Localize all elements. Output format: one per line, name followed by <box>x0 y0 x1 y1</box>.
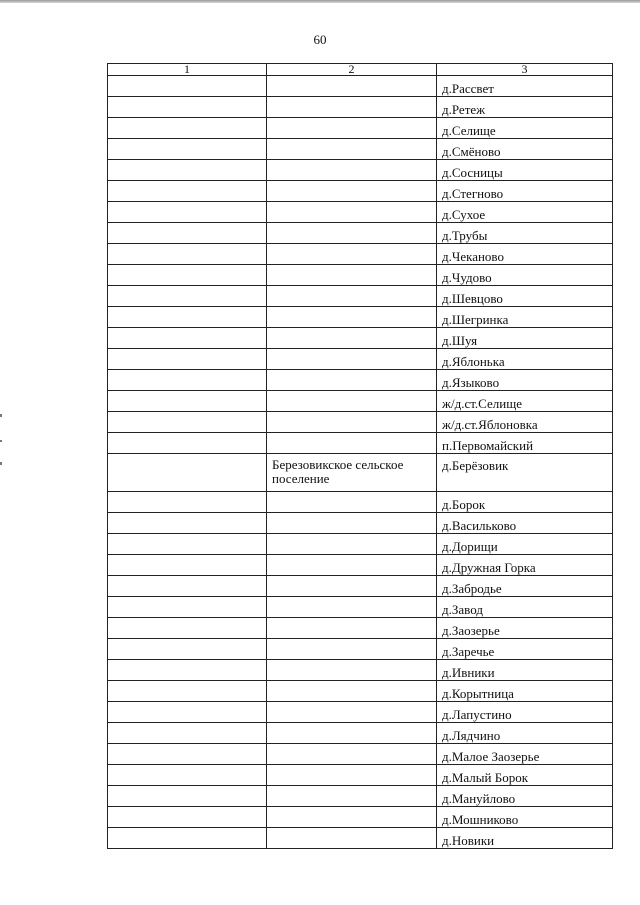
cell-municipality <box>267 223 437 244</box>
table-header-row <box>108 64 613 76</box>
cell-column-1 <box>108 223 267 244</box>
table-row <box>108 349 613 370</box>
cell-municipality <box>267 118 437 139</box>
cell-column-1 <box>108 765 267 786</box>
table-row <box>108 412 613 433</box>
cell-column-1 <box>108 433 267 454</box>
cell-municipality <box>267 765 437 786</box>
table-row <box>108 618 613 639</box>
cell-column-1 <box>108 97 267 118</box>
cell-column-1 <box>108 244 267 265</box>
cell-column-1 <box>108 307 267 328</box>
cell-settlement: д.Шуя <box>437 328 613 349</box>
cell-municipality <box>267 555 437 576</box>
table-row <box>108 391 613 412</box>
cell-column-1 <box>108 576 267 597</box>
cell-settlement: д.Заречье <box>437 639 613 660</box>
cell-settlement: д.Сосницы <box>437 160 613 181</box>
cell-column-1 <box>108 723 267 744</box>
cell-column-1 <box>108 202 267 223</box>
cell-municipality <box>267 597 437 618</box>
cell-municipality <box>267 244 437 265</box>
cell-settlement: д.Дружная Горка <box>437 555 613 576</box>
table-row <box>108 223 613 244</box>
cell-column-1 <box>108 681 267 702</box>
table-row <box>108 118 613 139</box>
column-header-1: 1 <box>108 64 267 76</box>
scan-top-edge <box>0 0 640 3</box>
cell-municipality <box>267 76 437 97</box>
column-header-2: 2 <box>267 64 437 76</box>
table-row <box>108 807 613 828</box>
cell-column-1 <box>108 597 267 618</box>
cell-settlement: д.Васильково <box>437 513 613 534</box>
cell-column-1 <box>108 139 267 160</box>
cell-settlement: д.Рассвет <box>437 76 613 97</box>
cell-settlement: д.Малый Борок <box>437 765 613 786</box>
cell-column-1 <box>108 412 267 433</box>
cell-settlement: д.Мануйлово <box>437 786 613 807</box>
table-row <box>108 160 613 181</box>
cell-municipality <box>267 286 437 307</box>
cell-settlement: п.Первомайский <box>437 433 613 454</box>
cell-municipality <box>267 828 437 849</box>
table-row <box>108 202 613 223</box>
cell-municipality <box>267 492 437 513</box>
cell-column-1 <box>108 265 267 286</box>
cell-municipality <box>267 744 437 765</box>
cell-municipality <box>267 513 437 534</box>
cell-column-1 <box>108 744 267 765</box>
table-row <box>108 139 613 160</box>
cell-municipality <box>267 723 437 744</box>
table-row <box>108 702 613 723</box>
cell-column-1 <box>108 660 267 681</box>
cell-column-1 <box>108 513 267 534</box>
column-header-3: 3 <box>437 64 613 76</box>
scan-margin-marks <box>0 400 3 480</box>
cell-municipality <box>267 307 437 328</box>
table-row <box>108 328 613 349</box>
cell-column-1 <box>108 618 267 639</box>
table-row <box>108 534 613 555</box>
cell-column-1 <box>108 534 267 555</box>
cell-municipality <box>267 139 437 160</box>
cell-municipality <box>267 618 437 639</box>
cell-settlement: д.Ретеж <box>437 97 613 118</box>
cell-settlement: ж/д.ст.Яблоновка <box>437 412 613 433</box>
table-row <box>108 76 613 97</box>
cell-column-1 <box>108 786 267 807</box>
table-row <box>108 97 613 118</box>
cell-column-1 <box>108 492 267 513</box>
table-row <box>108 181 613 202</box>
table-row <box>108 370 613 391</box>
table-row <box>108 286 613 307</box>
cell-settlement: д.Селище <box>437 118 613 139</box>
cell-settlement: д.Мошниково <box>437 807 613 828</box>
table-row <box>108 555 613 576</box>
cell-municipality <box>267 702 437 723</box>
table-row <box>108 265 613 286</box>
cell-settlement: д.Чеканово <box>437 244 613 265</box>
cell-municipality <box>267 412 437 433</box>
table-row <box>108 492 613 513</box>
table-row <box>108 639 613 660</box>
table-row <box>108 786 613 807</box>
cell-column-1 <box>108 454 267 492</box>
cell-settlement: д.Шегринка <box>437 307 613 328</box>
cell-column-1 <box>108 328 267 349</box>
table-row <box>108 660 613 681</box>
cell-settlement: д.Забродье <box>437 576 613 597</box>
table-row <box>108 744 613 765</box>
table-row <box>108 681 613 702</box>
cell-settlement: д.Языково <box>437 370 613 391</box>
cell-column-1 <box>108 118 267 139</box>
cell-column-1 <box>108 807 267 828</box>
cell-column-1 <box>108 828 267 849</box>
cell-settlement: д.Трубы <box>437 223 613 244</box>
cell-column-1 <box>108 702 267 723</box>
table-row <box>108 828 613 849</box>
cell-municipality <box>267 534 437 555</box>
cell-column-1 <box>108 76 267 97</box>
cell-settlement: д.Яблонька <box>437 349 613 370</box>
table-row <box>108 244 613 265</box>
cell-municipality <box>267 433 437 454</box>
cell-municipality <box>267 391 437 412</box>
cell-column-1 <box>108 286 267 307</box>
cell-settlement: д.Стегново <box>437 181 613 202</box>
table-row <box>108 513 613 534</box>
cell-municipality <box>267 160 437 181</box>
cell-municipality <box>267 181 437 202</box>
table-row <box>108 597 613 618</box>
cell-settlement: д.Завод <box>437 597 613 618</box>
cell-municipality <box>267 807 437 828</box>
cell-settlement: д.Лапустино <box>437 702 613 723</box>
cell-settlement: д.Дорищи <box>437 534 613 555</box>
cell-municipality <box>267 576 437 597</box>
cell-settlement: д.Борок <box>437 492 613 513</box>
cell-column-1 <box>108 160 267 181</box>
cell-column-1 <box>108 181 267 202</box>
table-row <box>108 576 613 597</box>
cell-settlement: д.Шевцово <box>437 286 613 307</box>
cell-municipality <box>267 328 437 349</box>
cell-settlement: д.Заозерье <box>437 618 613 639</box>
cell-column-1 <box>108 349 267 370</box>
cell-municipality <box>267 639 437 660</box>
cell-column-1 <box>108 391 267 412</box>
cell-settlement: д.Смёново <box>437 139 613 160</box>
table-row <box>108 723 613 744</box>
page-number: 60 <box>313 32 327 47</box>
cell-municipality: Березовикское сельское поселение <box>267 454 437 492</box>
cell-settlement: д.Ивники <box>437 660 613 681</box>
cell-municipality <box>267 786 437 807</box>
cell-municipality <box>267 681 437 702</box>
table-row <box>108 307 613 328</box>
cell-settlement: д.Корытница <box>437 681 613 702</box>
table-row <box>108 454 613 492</box>
cell-municipality <box>267 97 437 118</box>
table-row <box>108 765 613 786</box>
cell-column-1 <box>108 555 267 576</box>
table-row <box>108 433 613 454</box>
cell-municipality <box>267 660 437 681</box>
cell-settlement: д.Лядчино <box>437 723 613 744</box>
cell-municipality <box>267 265 437 286</box>
cell-settlement: д.Берёзовик <box>437 454 613 492</box>
cell-municipality <box>267 202 437 223</box>
cell-settlement: д.Сухое <box>437 202 613 223</box>
cell-settlement: д.Новики <box>437 828 613 849</box>
cell-settlement: д.Чудово <box>437 265 613 286</box>
settlements-table <box>107 63 613 849</box>
cell-municipality <box>267 370 437 391</box>
cell-settlement: д.Малое Заозерье <box>437 744 613 765</box>
cell-column-1 <box>108 639 267 660</box>
cell-column-1 <box>108 370 267 391</box>
cell-municipality <box>267 349 437 370</box>
cell-settlement: ж/д.ст.Селище <box>437 391 613 412</box>
